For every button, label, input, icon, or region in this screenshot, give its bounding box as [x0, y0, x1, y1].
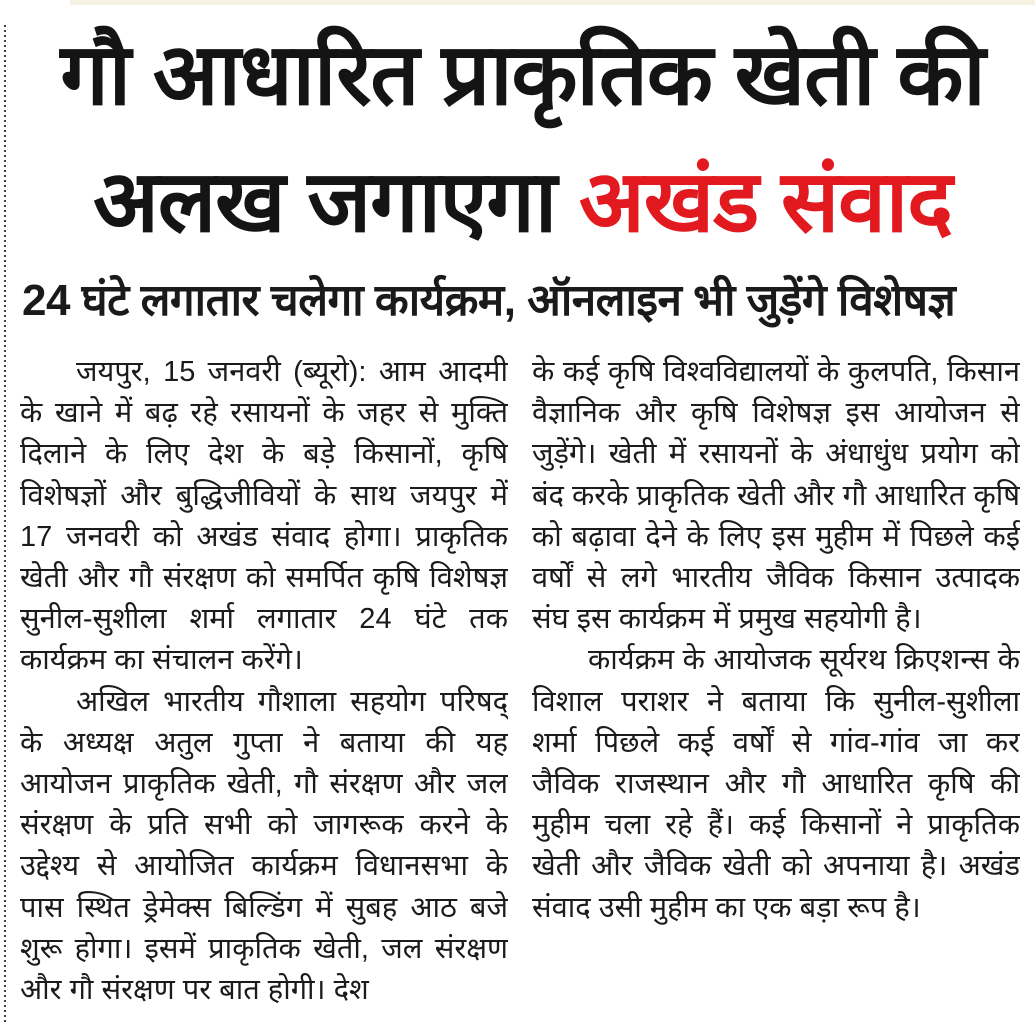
paragraph-lede: जयपुर, 15 जनवरी (ब्यूरो): आम आदमी के खाने में बढ़ रहे रसायनों के जहर से मुक्ति दिलाने के लिए देश के बड़े किसानों, कृषि विशेषज्ञों और बुद्धिजीवियों के साथ जयपुर में 17 जनवरी को अखंड संवाद होगा। प्राकृतिक खेती और गौ संरक्षण को समर्पित कृषि विशेषज्ञ सुनील-सुशीला शर्मा लगातार 24 घंटे तक कार्यक्रम का संचालन करेंगे। — [20, 356, 508, 677]
top-edge-strip — [70, 0, 1035, 5]
paragraph: अखिल भारतीय गौशाला सहयोग परिषद् के अध्यक्ष अतुल गुप्ता ने बताया की यह आयोजन प्राकृतिक खेती, गौ संरक्षण और जल संरक्षण के प्रति सभी को जागरूक करने के उद्देश्य से आयोजित कार्यक्रम विधानसभा के पास स्थित ड्रेमेक्स बिल्डिंग में सुबह आठ बजे शुरू होगा। इसमें प्राकृतिक खेती, जल संरक्षण और गौ संरक्षण पर बात होगी। देश — [20, 685, 508, 1007]
headline-line-2-red: अखंड संवाद — [579, 154, 952, 251]
headline-line-2-black: अलख जगाएगा — [93, 154, 580, 251]
article-body — [20, 352, 1020, 1017]
paragraph-continuation: के कई कृषि विश्वविद्यालयों के कुलपति, किसान वैज्ञानिक और कृषि विशेषज्ञ इस आयोजन से जुड़ेंगे। खेती में रसायनों के अंधाधुंध प्रयोग को बंद करके प्राकृतिक खेती और गौ आधारित कृषि को बढ़ावा देने के लिए इस मुहीम में पिछले कई वर्षों से लगे भारतीय जैविक किसान उत्पादक संघ इस कार्यक्रम में प्रमुख सहयोगी है। — [532, 356, 1020, 636]
left-column — [20, 352, 508, 1017]
left-dotted-trim-border — [4, 25, 6, 1023]
paragraph: कार्यक्रम के आयोजक सूर्यरथ क्रिएशन्स के विशाल पराशर ने बताया कि सुनील-सुशीला शर्मा पिछले कई वर्षों से गांव-गांव जा कर जैविक राजस्थान और गौ आधारित कृषि की मुहीम चला रहे हैं। कई किसानों ने प्राकृतिक खेती और जैविक खेती को अपनाया है। अखंड संवाद उसी मुहीम का एक बड़ा रूप है। — [532, 644, 1020, 924]
headline — [28, 12, 1017, 267]
headline-line-2 — [93, 154, 952, 250]
subheadline: 24 घंटे लगातार चलेगा कार्यक्रम, ऑनलाइन भी जुड़ेंगे विशेषज्ञ — [22, 276, 956, 325]
right-column — [532, 352, 1020, 1017]
headline-line-1: गौ आधारित प्राकृतिक खेती की — [60, 27, 985, 123]
